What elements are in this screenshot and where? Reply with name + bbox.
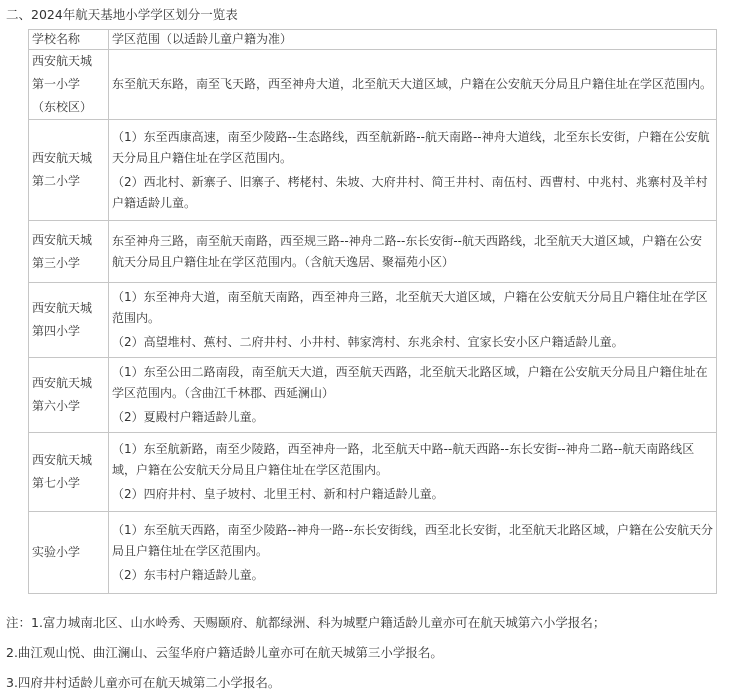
district-range-cell [109, 283, 717, 358]
range-paragraph: 东至航天东路，南至飞天路，西至神舟大道，北至航天大道区域，户籍在公安航天分局且户籍住址在学区范围内。 [112, 77, 713, 91]
range-paragraph: （1）东至公田二路南段，南至航天大道，西至航天西路，北至航天北路区域，户籍在公安航天分局且户籍住址在学区范围内。（含曲江千林郡、西延澜山） [112, 365, 708, 400]
school-name-cell: 西安航天城第一小学（东校区） [29, 50, 109, 120]
range-paragraph: （1）东至航新路，南至少陵路，西至神舟一路，北至航天中路--航天西路--东长安街--神舟二路--航天南路线区域，户籍在公安航天分局且户籍住址在学区范围内。 [112, 442, 695, 477]
note-line: 3.四府井村适龄儿童亦可在航天城第二小学报名。 [6, 675, 281, 690]
table-row [29, 358, 717, 433]
district-range-cell [109, 221, 717, 283]
school-name-cell: 西安航天城第二小学 [29, 120, 109, 221]
notes-section [6, 612, 605, 693]
table-row [29, 50, 717, 120]
table-row [29, 283, 717, 358]
header-school-name: 学校名称 [29, 30, 109, 50]
range-paragraph: （1）东至西康高速，南至少陵路--生态路线，西至航新路--航天南路--神舟大道线，北至东长安街，户籍在公安航天分局且户籍住址在学区范围内。 [112, 129, 710, 165]
table-row [29, 433, 717, 512]
school-name-cell: 西安航天城第四小学 [29, 283, 109, 358]
page-title: 二、2024年航天基地小学学区划分一览表 [6, 7, 238, 22]
district-range-cell [109, 433, 717, 512]
table-body [29, 50, 717, 594]
school-district-table [28, 29, 717, 594]
range-paragraph: （2）东韦村户籍适龄儿童。 [112, 567, 264, 582]
range-paragraph: （2）夏殿村户籍适龄儿童。 [112, 410, 264, 424]
range-paragraph: （2）西北村、新寨子、旧寨子、栲栳村、朱坡、大府井村、简王井村、南伍村、西曹村、中兆村、兆寨村及羊村户籍适龄儿童。 [112, 174, 708, 210]
district-range-cell [109, 358, 717, 433]
table-row [29, 221, 717, 283]
table-row [29, 120, 717, 221]
range-paragraph: （1）东至航天西路，南至少陵路--神舟一路--东长安街线，西至北长安街，北至航天北路区域，户籍在公安航天分局且户籍住址在学区范围内。 [112, 522, 713, 558]
district-range-cell [109, 120, 717, 221]
table-header-row [29, 30, 717, 50]
header-district-range: 学区范围（以适龄儿童户籍为准） [109, 30, 717, 50]
note-line: 注：1.富力城南北区、山水岭秀、天赐颐府、航都绿洲、科为城墅户籍适龄儿童亦可在航天城第六小学报名； [6, 615, 606, 630]
range-paragraph: （2）四府井村、皇子坡村、北里王村、新和村户籍适龄儿童。 [112, 487, 444, 501]
school-name-cell: 西安航天城第六小学 [29, 358, 109, 433]
range-paragraph: （2）高望堆村、蕉村、二府井村、小井村、韩家湾村、东兆余村、宜家长安小区户籍适龄儿童。 [112, 335, 624, 349]
district-range-cell [109, 512, 717, 594]
note-line: 2.曲江观山悦、曲江澜山、云玺华府户籍适龄儿童亦可在航天城第三小学报名。 [6, 645, 443, 660]
school-name-cell: 实验小学 [29, 512, 109, 594]
school-name-cell: 西安航天城第七小学 [29, 433, 109, 512]
table-row [29, 512, 717, 594]
range-paragraph: （1）东至神舟大道，南至航天南路，西至神舟三路，北至航天大道区域，户籍在公安航天分局且户籍住址在学区范围内。 [112, 290, 708, 325]
school-name-cell: 西安航天城第三小学 [29, 221, 109, 283]
range-paragraph: 东至神舟三路，南至航天南路，西至规三路--神舟二路--东长安街--航天西路线，北至航天大道区域，户籍在公安航天分局且户籍住址在学区范围内。（含航天逸居、聚福苑小区） [112, 233, 702, 269]
district-range-cell [109, 50, 717, 120]
